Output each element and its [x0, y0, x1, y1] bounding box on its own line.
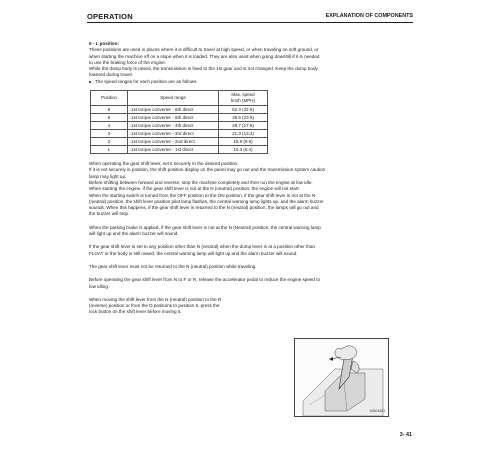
cell-range: 1st torque converter - 5th direct	[128, 114, 219, 122]
shift-lever-figure	[294, 338, 389, 417]
cell-position: 2	[91, 138, 128, 146]
spacer	[89, 237, 411, 244]
spacer	[89, 154, 411, 161]
text-line: FLOAT or the body is still raised, the central warning lamp will light up and the alarm buzzer will sound.	[89, 250, 298, 256]
cell-max-speed: 28.7 (17.8)	[219, 122, 268, 130]
paragraph-neutral-warning: The gear shift lever must not be returned to the N (neutral) position while traveling.	[89, 263, 257, 269]
cell-range: 1st torque converter - 4th direct	[128, 122, 219, 130]
bullet-item: The speed ranges for each position are as follows.	[89, 79, 411, 85]
text-line: low idling.	[89, 283, 110, 289]
cell-position: 5	[91, 114, 128, 122]
text-line: lamp may light up.	[89, 173, 127, 179]
spacer	[89, 257, 411, 264]
spacer	[89, 290, 411, 297]
header-max-speed	[219, 91, 268, 106]
header-chapter-title: EXPLANATION OF COMPONENTS	[325, 13, 413, 19]
cell-max-speed: 15.8 (9.8)	[219, 138, 268, 146]
text-line: will light up and the alarm buzzer will sound.	[89, 231, 179, 237]
text-line: lock button on the shift lever before moving it.	[89, 309, 182, 315]
cell-max-speed: 10.3 (6.4)	[219, 146, 268, 154]
text-line: When operating the gear shift lever, set it securely to the desired position.	[89, 161, 239, 167]
cell-range: 1st torque converter - 2nd direct	[128, 138, 219, 146]
text-line: If the gear shift lever is set to any position other than N (neutral) when the dump lever is at a position other than	[89, 244, 315, 250]
paragraph-accelerator	[89, 277, 411, 290]
text-line: While the dump body is raised, the transmission is fixed to the 1st gear and is not changed. Keep the dump body	[89, 66, 318, 72]
text-line: Before operating the gear shift lever from N to F or R, release the accelerator pedal to reduce the engine speed to	[89, 277, 321, 283]
text-line: (neutral) position, the shift lever position pilot lamp flashes, the central warning lamp lights up, and the alarm buzzer	[89, 198, 324, 204]
table-row	[91, 106, 268, 114]
cell-position: 6	[91, 106, 128, 114]
text-line: sounds. When this happens, if the gear shift lever is returned to the N (neutral) position, the lamps will go out and	[89, 205, 319, 211]
text-line: (reverse) position or from the D positions to position 6, press the	[89, 303, 220, 309]
cell-range: 1st torque converter - 6th direct	[128, 106, 219, 114]
text-line: when starting the machine off on a slope when it is loaded. They are also used when going downhill if it is needed	[89, 53, 320, 59]
table-row	[91, 114, 268, 122]
max-speed-unit: km/h (MPH)	[231, 98, 255, 104]
cell-max-speed: 38.5 (23.9)	[219, 114, 268, 122]
paragraph-parking-brake	[89, 225, 411, 238]
table-row	[91, 130, 268, 138]
header-speed-range: Speed range	[128, 91, 219, 106]
body-text	[89, 41, 411, 316]
table-row	[91, 122, 268, 130]
paragraph-shift-operation	[89, 161, 411, 218]
cell-max-speed: 52.4 (32.6)	[219, 106, 268, 114]
text-line: When the parking brake is applied, if the gear shift lever is not at the N (Neutral) position, the central warning lamp	[89, 224, 321, 230]
figure-code: 9JB04483	[369, 409, 385, 413]
text-line: the buzzer will stop.	[89, 211, 130, 217]
table-row	[91, 146, 268, 154]
cell-range: 1st torque converter - 1st direct	[128, 146, 219, 154]
shift-lever-illustration	[295, 339, 388, 416]
spacer	[89, 218, 411, 225]
text-line: to use the braking force of the engine.	[89, 59, 167, 65]
text-line: lowered during travel.	[89, 72, 133, 78]
intro-paragraph	[89, 47, 411, 78]
section-title: 6 - L position:	[89, 41, 120, 46]
cell-max-speed: 21.3 (13.2)	[219, 130, 268, 138]
page-number: 3- 41	[399, 432, 412, 438]
text-line: When moving the shift lever from the N (neutral) position to the R	[89, 296, 222, 302]
table-header-row	[91, 91, 268, 106]
cell-range: 1st torque converter - 3rd direct	[128, 130, 219, 138]
cell-position: L	[91, 146, 128, 154]
text-line: When the starting switch is turned from the OFF position to the ON position, if the gear shift lever is not at the N	[89, 192, 316, 198]
header-rule	[87, 22, 413, 23]
spacer	[89, 270, 411, 277]
header-section-title: OPERATION	[87, 12, 133, 21]
text-line: If it is not securely in position, the shift position display on the panel may go out and the transmission system caution	[89, 167, 326, 173]
cell-position: 3	[91, 130, 128, 138]
text-line: When starting the engine, if the gear shift lever is not at the N (neutral) position, the engine will not start.	[89, 186, 300, 192]
max-speed-label: Max. speed	[231, 92, 255, 98]
table-row	[91, 138, 268, 146]
header-position: Position	[91, 91, 128, 106]
text-line: These positions are used in places where it is difficult to travel at high speed, or when traveling on soft ground, or	[89, 47, 319, 53]
cell-position: 4	[91, 122, 128, 130]
speed-range-table	[90, 90, 268, 154]
text-line: Before shifting between forward and reverse, stop the machine completely and then run the engine at low idle.	[89, 179, 313, 185]
paragraph-dump-lever	[89, 244, 411, 257]
paragraph-lock-button	[89, 297, 411, 316]
